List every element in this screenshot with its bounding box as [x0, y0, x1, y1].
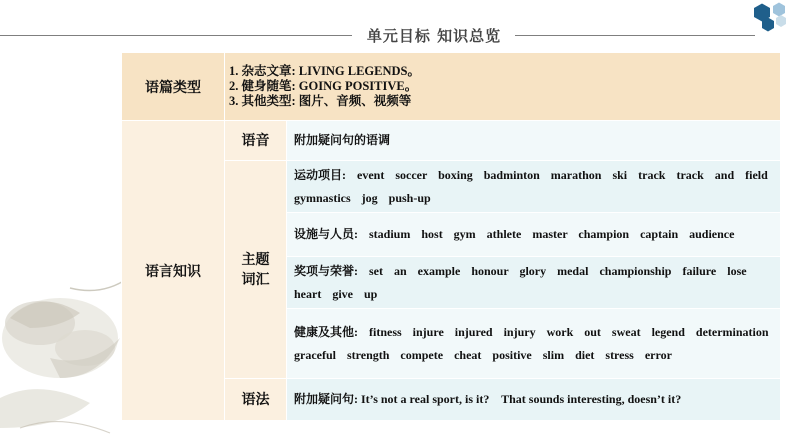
- vocab-group-sports: [287, 161, 781, 213]
- header-rule-right: [515, 35, 755, 36]
- vocabulary-label-line: 主题: [241, 251, 270, 268]
- grammar-content: 附加疑问句: It’s not a real sport, is it? That sounds interesting, doesn’t it?: [287, 379, 781, 421]
- vocabulary-label-line: 词汇: [241, 271, 270, 288]
- vocab-group-awards: [287, 257, 781, 309]
- vocabulary-label: [225, 161, 287, 379]
- vocab-group-title: 健康及其他:: [294, 324, 358, 339]
- intonation-content: 附加疑问句的语调: [287, 121, 781, 161]
- vocab-group-words: set an example honour glory medal championship failure lose heart give up: [294, 263, 747, 301]
- section-title: 单元目标 知识总览: [366, 26, 502, 45]
- text-type-item: 1. 杂志文章: LIVING LEGENDS。: [229, 64, 420, 78]
- vocab-group-title: 运动项目:: [294, 167, 346, 182]
- knowledge-overview-table: [121, 52, 781, 421]
- text-type-content: [225, 53, 781, 121]
- hexagon-logo-icon: [740, 0, 794, 34]
- intonation-label: 语音: [225, 121, 287, 161]
- vocab-group-facilities: [287, 213, 781, 257]
- vocab-group-words: stadium host gym athlete master champion captain audience: [369, 227, 735, 241]
- vocab-group-words: event soccer boxing badminton marathon ski track track and field gymnastics jog push-up: [294, 167, 768, 205]
- vocab-group-title: 奖项与荣誉:: [294, 263, 358, 278]
- language-knowledge-label: 语言知识: [122, 121, 225, 421]
- vocab-group-words: fitness injure injured injury work out sweat legend determination graceful strength compete cheat positive slim diet stress error: [294, 324, 769, 362]
- grammar-label: 语法: [225, 379, 287, 421]
- text-type-item: 2. 健身随笔: GOING POSITIVE。: [229, 79, 418, 93]
- header-rule-left: [0, 35, 352, 36]
- vocab-group-health: [287, 309, 781, 379]
- text-type-label: 语篇类型: [122, 53, 225, 121]
- intonation-row: [122, 121, 781, 161]
- text-type-item: 3. 其他类型: 图片、音频、视频等: [229, 94, 412, 108]
- text-type-row: [122, 53, 781, 121]
- vocab-group-title: 设施与人员:: [294, 227, 358, 241]
